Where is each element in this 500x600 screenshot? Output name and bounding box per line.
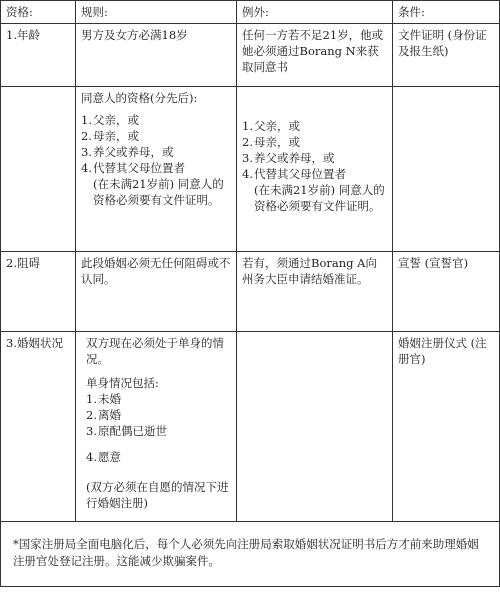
header-rule	[76, 1, 237, 24]
list-item: 2. 母亲，或	[81, 129, 139, 143]
consent-label-cell	[1, 87, 76, 252]
list-item: 1. 父亲，或	[242, 119, 300, 133]
list-item: 3. 养父或养母，或	[81, 145, 174, 159]
voluntary-list	[86, 449, 232, 465]
list-item: 4. 代替其父母位置者	[242, 167, 346, 181]
marital-rule: 双方现在必须处于单身的情况。	[86, 336, 224, 366]
header-rule-label: 规则:	[81, 5, 108, 19]
footer-row	[1, 522, 500, 587]
age-rule-cell	[76, 24, 237, 87]
age-rule: 男方及女方必满18岁	[81, 28, 188, 42]
age-exception: 任何一方若不足21岁，他或她必须通过Borang N来获取同意书	[242, 28, 384, 74]
consenter-note: (在未满21岁前) 同意人的资格必须要有文件证明。	[93, 177, 224, 207]
consent-exception-cell	[237, 87, 393, 252]
list-item: 1. 未婚	[86, 392, 121, 406]
exception-consenter-list	[242, 118, 388, 182]
header-condition	[393, 1, 500, 24]
age-label-cell	[1, 24, 76, 87]
marital-rule-cell	[76, 332, 237, 522]
table-row-impediment	[1, 252, 500, 332]
age-condition: 文件证明 (身份证及报生纸)	[398, 28, 487, 58]
footer-note: *国家注册局全面电脑化后，每个人必须先向注册局索取婚姻状况证明书后方才前来助理婚姻注册官处登记注册。这能减少欺骗案件。	[13, 537, 479, 568]
impediment-label-cell	[1, 252, 76, 332]
header-exception	[237, 1, 393, 24]
consenter-list	[81, 112, 232, 176]
consenter-qualification-title: 同意人的资格(分先后):	[81, 91, 198, 105]
exception-consenter-note: (在未满21岁前) 同意人的资格必须要有文件证明。	[254, 183, 385, 213]
list-item: 4. 代替其父母位置者	[81, 161, 185, 175]
age-exception-cell	[237, 24, 393, 87]
consent-condition-cell	[393, 87, 500, 252]
list-item: 2. 母亲，或	[242, 135, 300, 149]
footer-cell	[1, 522, 500, 587]
impediment-rule-cell	[76, 252, 237, 332]
age-label: 1.年龄	[6, 28, 40, 42]
marital-condition-cell	[393, 332, 500, 522]
single-status-title: 单身情况包括:	[86, 376, 159, 390]
header-exception-label: 例外:	[242, 5, 269, 19]
table-row-consent	[1, 87, 500, 252]
consent-rule-cell	[76, 87, 237, 252]
header-qualification	[1, 1, 76, 24]
marital-label-cell	[1, 332, 76, 522]
header-row	[1, 1, 500, 24]
table-row-age	[1, 24, 500, 87]
impediment-label: 2.阻碍	[6, 256, 40, 270]
list-item: 3. 养父或养母，或	[242, 151, 335, 165]
marital-label: 3.婚姻状况	[6, 336, 63, 350]
impediment-exception: 若有，须通过Borang A向州务大臣申请结婚准证。	[242, 256, 377, 286]
marital-condition: 婚姻注册仪式 (注册官)	[398, 336, 487, 366]
header-condition-label: 条件:	[398, 5, 425, 19]
header-qualification-label: 资格:	[6, 5, 33, 19]
age-condition-cell	[393, 24, 500, 87]
impediment-condition: 宣誓 (宣誓官)	[398, 256, 469, 270]
impediment-condition-cell	[393, 252, 500, 332]
marital-exception-cell	[237, 332, 393, 522]
list-item: 4. 愿意	[86, 450, 121, 464]
list-item: 1. 父亲，或	[81, 113, 139, 127]
impediment-rule: 此段婚姻必须无任何阻碍或不认同。	[81, 256, 231, 286]
list-item: 3. 原配偶已逝世	[86, 424, 167, 438]
single-status-list	[86, 391, 232, 439]
table-row-marital-status	[1, 332, 500, 522]
list-item: 2. 离婚	[86, 408, 121, 422]
voluntary-note: (双方必须在自愿的情况下进行婚姻注册)	[86, 480, 229, 510]
impediment-exception-cell	[237, 252, 393, 332]
